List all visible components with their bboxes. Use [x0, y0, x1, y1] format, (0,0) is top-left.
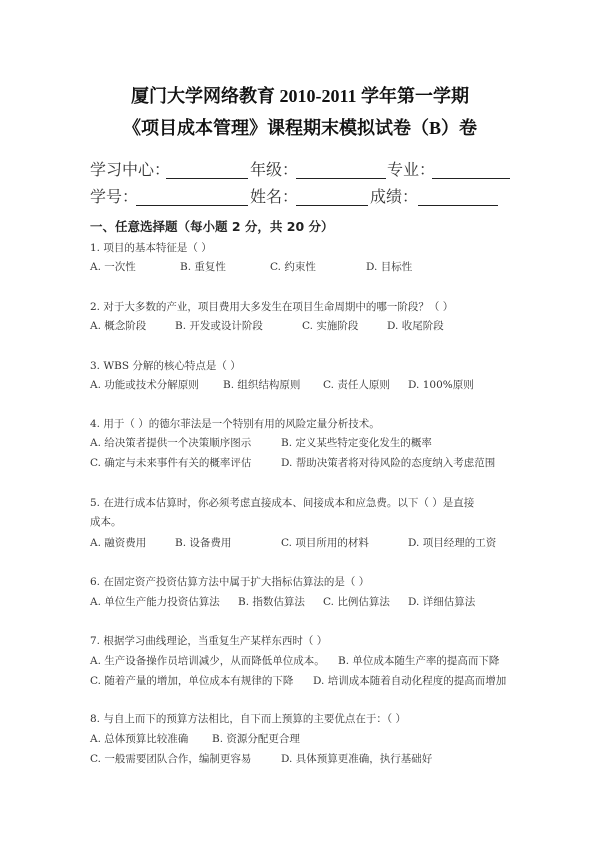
exam-title-line1: 厦门大学网络教育 2010-2011 学年第一学期 [131, 86, 469, 106]
question-1-option-d: D. 目标性 [366, 261, 413, 273]
question-8-option-d: D. 具体预算更准确，执行基础好 [281, 753, 433, 765]
score-blank[interactable] [418, 205, 498, 206]
question-7-option-c: C. 随着产量的增加，单位成本有规律的下降 [90, 675, 294, 687]
question-4-option-b: B. 定义某些特定变化发生的概率 [281, 437, 432, 449]
question-5-stem: 成本。 [90, 516, 122, 528]
question-3-option-b: B. 组织结构原则 [223, 379, 301, 391]
exam-title-line2: 《项目成本管理》课程期末模拟试卷（B）卷 [122, 118, 477, 138]
question-7-option-d: D. 培训成本随着自动化程度的提高而增加 [313, 675, 507, 687]
question-6-stem: 6. 在固定资产投资估算方法中属于扩大指标估算法的是（ ） [90, 576, 370, 588]
question-1-option-a: A. 一次性 [90, 261, 136, 273]
question-1-stem: 1. 项目的基本特征是（ ） [90, 242, 212, 254]
section-heading: 一、任意选择题（每小题 2 分，共 20 分） [90, 219, 334, 234]
student-id-blank[interactable] [136, 205, 248, 206]
question-5-option-d: D. 项目经理的工资 [408, 537, 497, 549]
grade-blank[interactable] [296, 178, 386, 179]
name-label: 姓名： [250, 187, 299, 206]
question-6-option-b: B. 指数估算法 [238, 596, 305, 608]
question-6-option-c: C. 比例估算法 [323, 596, 390, 608]
grade-label: 年级： [250, 160, 299, 179]
question-7-stem: 7. 根据学习曲线理论，当重复生产某样东西时（ ） [90, 635, 328, 647]
study-center-blank[interactable] [166, 178, 248, 179]
study-center-label: 学习中心： [90, 160, 171, 179]
question-5-option-c: C. 项目所用的材料 [281, 537, 369, 549]
question-4-option-a: A. 给决策者提供一个决策顺序图示 [90, 437, 252, 449]
student-id-label: 学号： [90, 187, 139, 206]
question-3-option-c: C. 责任人原则 [323, 379, 390, 391]
question-8-stem: 8. 与自上而下的预算方法相比，自下而上预算的主要优点在于：（ ） [90, 713, 406, 725]
question-6-option-d: D. 详细估算法 [408, 596, 476, 608]
question-4-option-d: D. 帮助决策者将对待风险的态度纳入考虑范围 [281, 457, 496, 469]
question-2-option-d: D. 收尾阶段 [387, 320, 444, 332]
major-blank[interactable] [432, 178, 510, 179]
question-8-option-b: B. 资源分配更合理 [212, 733, 300, 745]
question-1-option-c: C. 约束性 [270, 261, 316, 273]
question-8-option-a: A. 总体预算比较准确 [90, 733, 189, 745]
question-3-stem: 3. WBS 分解的核心特点是（ ） [90, 360, 241, 372]
name-blank[interactable] [296, 205, 368, 206]
score-label: 成绩： [370, 187, 419, 206]
question-6-option-a: A. 单位生产能力投资估算法 [90, 596, 220, 608]
question-5-option-b: B. 设备费用 [175, 537, 232, 549]
question-3-option-d: D. 100%原则 [408, 379, 474, 391]
question-3-option-a: A. 功能或技术分解原则 [90, 379, 199, 391]
question-2-option-a: A. 概念阶段 [90, 320, 147, 332]
question-7-option-b: B. 单位成本随生产率的提高而下降 [338, 655, 500, 667]
question-8-option-c: C. 一般需要团队合作，编制更容易 [90, 753, 252, 765]
question-4-stem: 4. 用于（ ）的德尔菲法是一个特别有用的风险定量分析技术。 [90, 418, 380, 430]
question-2-option-c: C. 实施阶段 [302, 320, 359, 332]
major-label: 专业： [387, 160, 436, 179]
question-4-option-c: C. 确定与未来事件有关的概率评估 [90, 457, 252, 469]
question-7-option-a: A. 生产设备操作员培训减少，从而降低单位成本。 [90, 655, 325, 667]
question-5-stem: 5. 在进行成本估算时，你必须考虑直接成本、间接成本和应急费。以下（ ）是直接 [90, 497, 475, 509]
question-1-option-b: B. 重复性 [180, 261, 226, 273]
question-5-option-a: A. 融资费用 [90, 537, 147, 549]
question-2-option-b: B. 开发或设计阶段 [175, 320, 263, 332]
question-2-stem: 2. 对于大多数的产业，项目费用大多发生在项目生命周期中的哪一阶段？（ ） [90, 301, 454, 313]
